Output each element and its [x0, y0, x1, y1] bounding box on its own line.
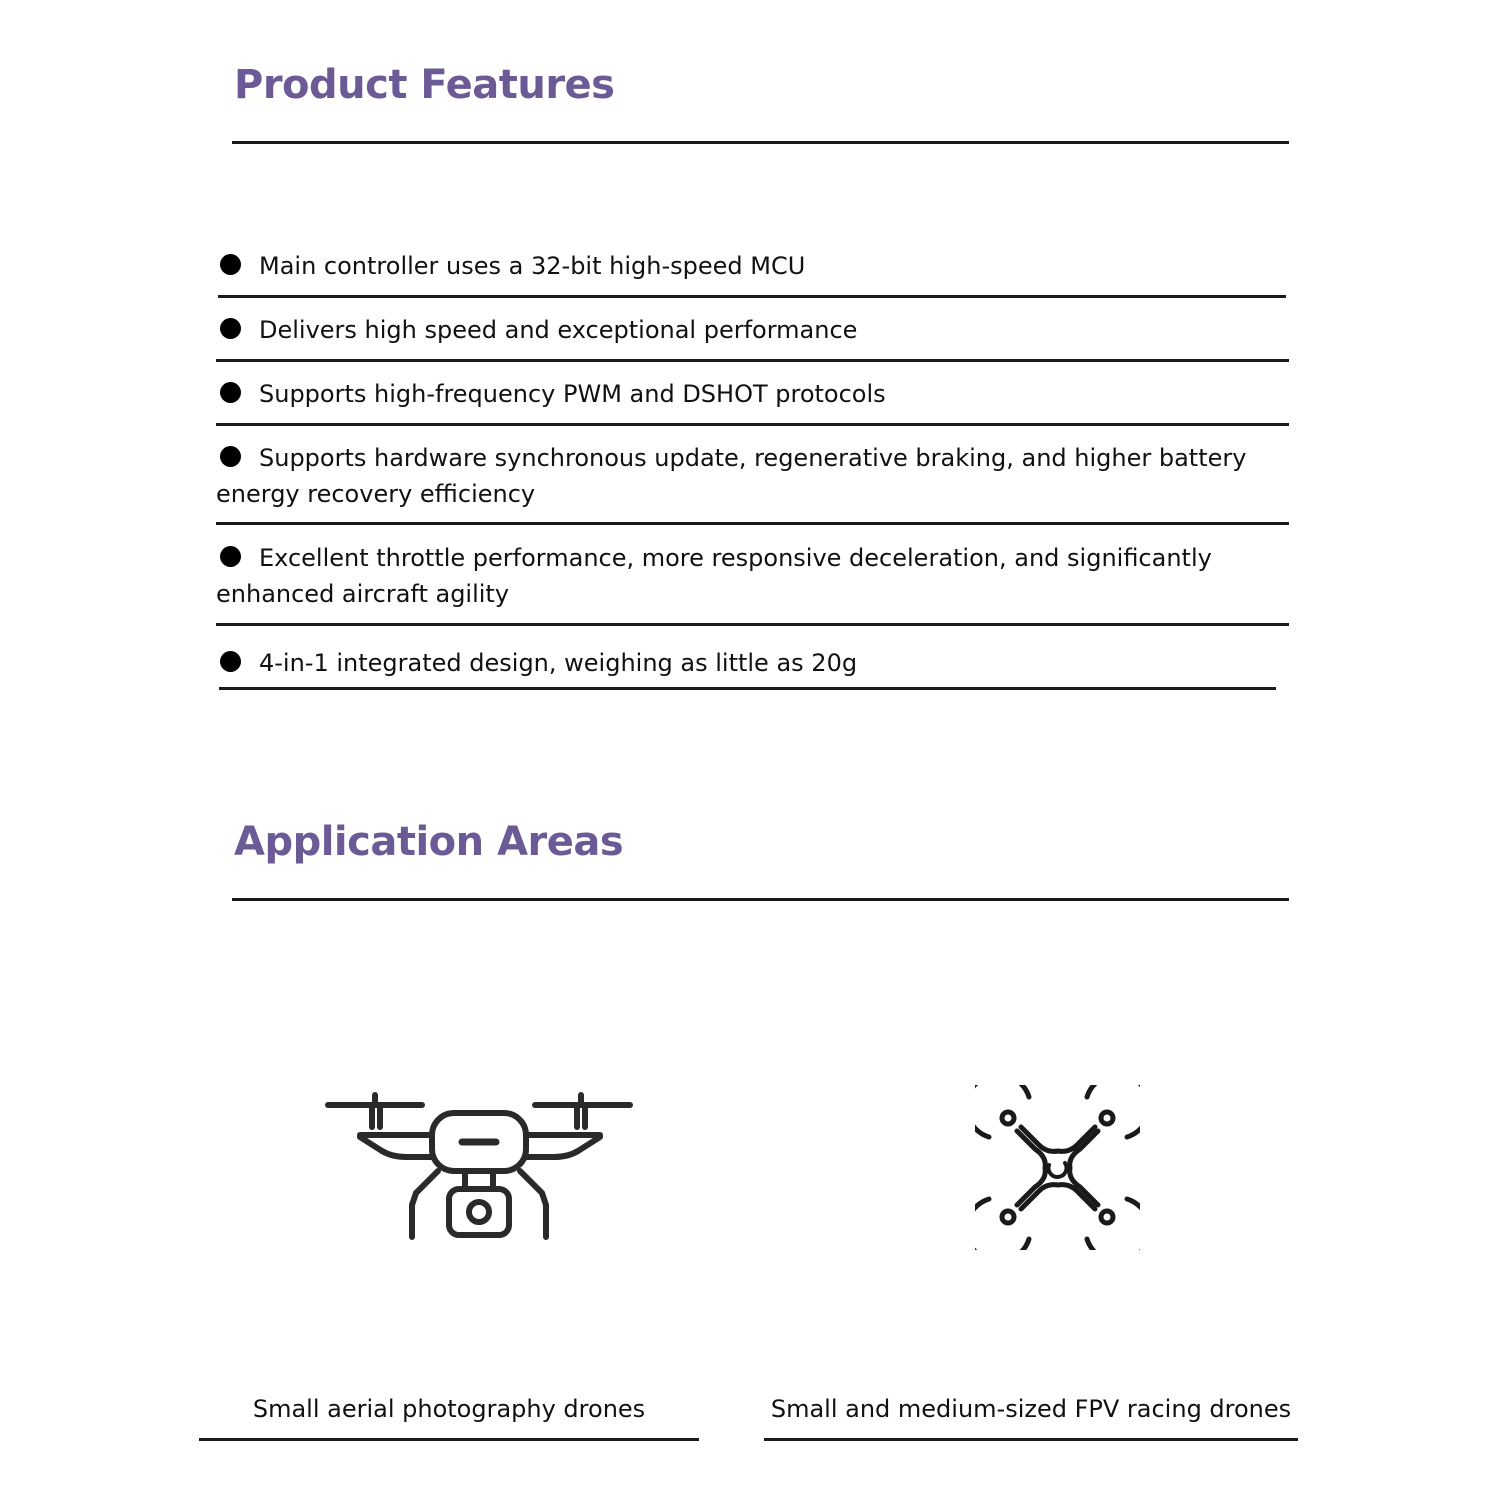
feature-text: Supports high-frequency PWM and DSHOT protocols — [259, 380, 886, 408]
feature-item — [216, 540, 1276, 612]
feature-divider — [216, 522, 1289, 525]
application-caption: Small aerial photography drones — [252, 1395, 646, 1423]
feature-divider — [216, 359, 1289, 362]
feature-item — [216, 440, 1276, 512]
bullet-icon — [220, 446, 241, 467]
feature-divider — [218, 295, 1286, 298]
feature-divider — [219, 687, 1276, 690]
feature-text: Delivers high speed and exceptional performance — [259, 316, 858, 344]
feature-text: Supports hardware synchronous update, regenerative braking, and higher battery energy recovery efficiency — [216, 444, 1247, 508]
application-caption-rule — [199, 1438, 699, 1441]
bullet-icon — [220, 254, 241, 275]
applications-heading-rule — [232, 898, 1289, 901]
feature-item — [216, 312, 1276, 348]
feature-text: Excellent throttle performance, more responsive deceleration, and significantly enhanced aircraft agility — [216, 544, 1212, 608]
bullet-icon — [220, 651, 241, 672]
feature-divider — [216, 423, 1289, 426]
bullet-icon — [220, 382, 241, 403]
feature-divider — [216, 623, 1289, 626]
bullet-icon — [220, 546, 241, 567]
feature-item — [216, 376, 1276, 412]
quadcopter-icon — [975, 1085, 1140, 1254]
camera-drone-icon — [320, 1085, 640, 1254]
features-heading: Product Features — [234, 62, 615, 108]
bullet-icon — [220, 318, 241, 339]
feature-item — [216, 645, 1276, 681]
application-caption-rule — [764, 1438, 1298, 1441]
feature-item — [216, 248, 1276, 284]
features-heading-rule — [232, 141, 1289, 144]
application-caption: Small and medium-sized FPV racing drones — [770, 1395, 1292, 1423]
feature-text: 4-in-1 integrated design, weighing as little as 20g — [259, 649, 858, 677]
applications-heading: Application Areas — [234, 819, 624, 865]
feature-text: Main controller uses a 32-bit high-speed MCU — [259, 252, 806, 280]
